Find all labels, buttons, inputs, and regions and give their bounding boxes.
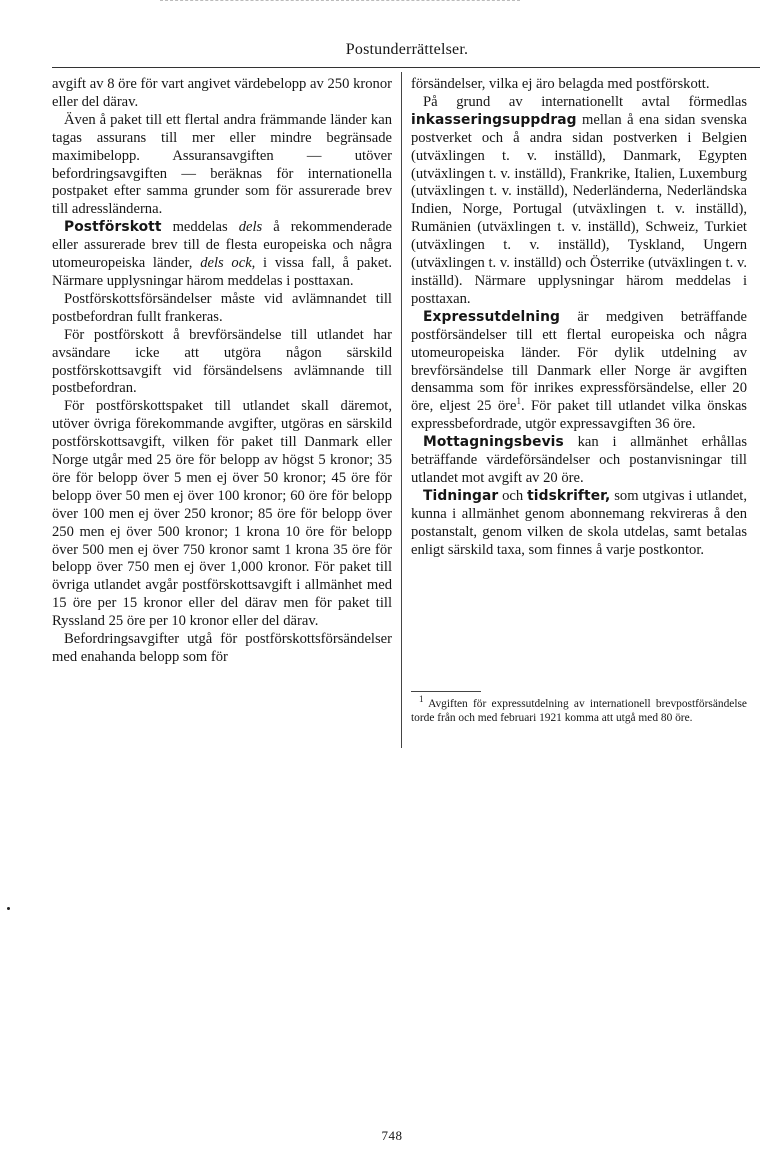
keyword-expressutdelning: Expressutdelning [423, 308, 561, 325]
text-run: och [498, 487, 528, 504]
keyword-inkasseringsuppdrag: inkasseringsuppdrag [411, 111, 577, 128]
running-header: Postunderrättelser. [345, 41, 469, 58]
column-divider [401, 72, 402, 748]
paragraph: Postförskottsförsändelser måste vid avlämnandet till postbefordran fullt frankeras. [52, 290, 392, 325]
paragraph: För postförskott å brevförsändelse till utlandet har avsändare icke att utgöra någon särskild postförskottsavgift vid försändelsens avlämnande till postbefordran. [52, 326, 392, 397]
text-run: är medgiven beträffande postförsändelser till ett flertal europeiska och några utomeuropeiska länder. För dylik utdelning av brevförsändelse till Danmark eller Norge är avgiften densamma som för inrikes expressförsändelse, eller 20 öre, eljest 25 öre [411, 308, 747, 415]
footnote-reference: 1 [516, 396, 521, 407]
text-run: å rekommenderade eller assurerade brev till de flesta europeiska och några utomeuropeiska länder, [52, 219, 392, 272]
right-column [411, 76, 747, 559]
left-column [52, 76, 392, 667]
keyword-postforskott: Postförskott [64, 219, 162, 236]
scan-artifact [160, 0, 520, 5]
text-run: kan i allmänhet erhållas beträffande värdeförsändelser och postanvisningar till utlandet mot avgift av 20 öre. [411, 434, 747, 486]
footnote [411, 694, 747, 725]
scan-speck [7, 907, 10, 910]
paragraph-mottagningsbevis [411, 434, 747, 488]
italic-run: dels ock, [200, 255, 256, 272]
paragraph-postforskott [52, 219, 392, 291]
text-run: meddelas [161, 219, 239, 236]
paragraph-tidningar [411, 488, 747, 560]
keyword-tidningar: Tidningar [423, 487, 499, 504]
text-run: som utgivas i utlandet, kunna i allmänhet genom abonnemang rekvireras å den postanstalt, genom vilken de skola utdelas, samt betalas enligt särskild taxa, som finnes å varje postkontor. [411, 487, 747, 558]
paragraph: Befordringsavgifter utgå för postförskottsförsändelser med enahanda belopp som för [52, 631, 392, 665]
paragraph: För postförskottspaket till utlandet skall däremot, utöver övriga förekommande avgifter, utgöras en särskild postförskottsavgift, vilken för paket till Danmark eller Norge utgår med 25 öre för belopp av högst 5 kronor; 35 öre för belopp över 5 men ej över 50 kronor; 45 öre för belopp över 50 men ej över 100 kronor; 60 öre för belopp över 100 men ej över 250 kronor; 85 öre för belopp över 250 men ej över 500 kronor; 1 krona 10 öre för belopp över 500 men ej över 750 kronor samt 1 krona 35 öre för belopp över 750 men ej över 1,000 kronor. För paket till övriga utlandet avgår postförskottsavgift i allmänhet med 15 öre per 15 kronor eller del därav men för paket till Ryssland 25 öre per 10 kronor eller del därav. [52, 398, 392, 630]
keyword-tidskrifter: tidskrifter, [527, 487, 611, 504]
keyword-mottagningsbevis: Mottagningsbevis [423, 434, 564, 451]
footnote-rule [411, 691, 481, 692]
italic-run: dels [238, 219, 263, 236]
text-run: . För paket till utlandet vilka önskas expressbefordrade, utgör expressavgiften 36 öre. [411, 398, 747, 433]
header-rule [52, 67, 760, 68]
text-run: På grund av internationellt avtal förmedlas [423, 93, 747, 110]
footnote-text [411, 694, 747, 725]
paragraph: Även å paket till ett flertal andra främmande länder kan tagas assurans till mer eller mindre begränsade maximibelopp. Assuransavgiften — utöver befordringsavgiften — beräknas för internationella postpaket efter samma grunder som för assurerade brev till adressländerna. [52, 111, 392, 218]
paragraph: försändelser, vilka ej äro belagda med postförskott. [411, 76, 710, 92]
page-number: 748 [381, 1128, 403, 1143]
text-run: mellan å ena sidan svenska postverket och å andra sidan postverken i Belgien (utväxlingen t. v. inställd), Danmark, Egypten (utväxlingen t. v. inställd), Frankrike, Italien, Luxemburg (utväxlingen t. v. inställd), Nederländerna, Nederländska Indien, Norge, Portugal (utväxlingen t. v. inställd), Rumänien (utväxlingen t. v. inställd), Schweiz, Turkiet (utväxlingen t. v. inställd), Tyskland, Ungern (utväxlingen t. v. inställd) och Österrike (utväxlingen t. v. inställd). Närmare upplysningar härom meddelas i posttaxan. [411, 111, 747, 307]
paragraph-expressutdelning [411, 309, 747, 434]
text-run: i vissa fall, å paket. Närmare upplysningar härom meddelas i posttaxan. [52, 255, 392, 289]
paragraph-inkassering [411, 94, 747, 309]
footnote-marker: 1 [419, 694, 424, 705]
text-run: Avgiften för expressutdelning av internationell brevpostförsändelse torde från och med februari 1921 komma att utgå med 80 öre. [411, 698, 747, 724]
paragraph: avgift av 8 öre för vart angivet värdebelopp av 250 kronor eller del därav. [52, 76, 392, 110]
